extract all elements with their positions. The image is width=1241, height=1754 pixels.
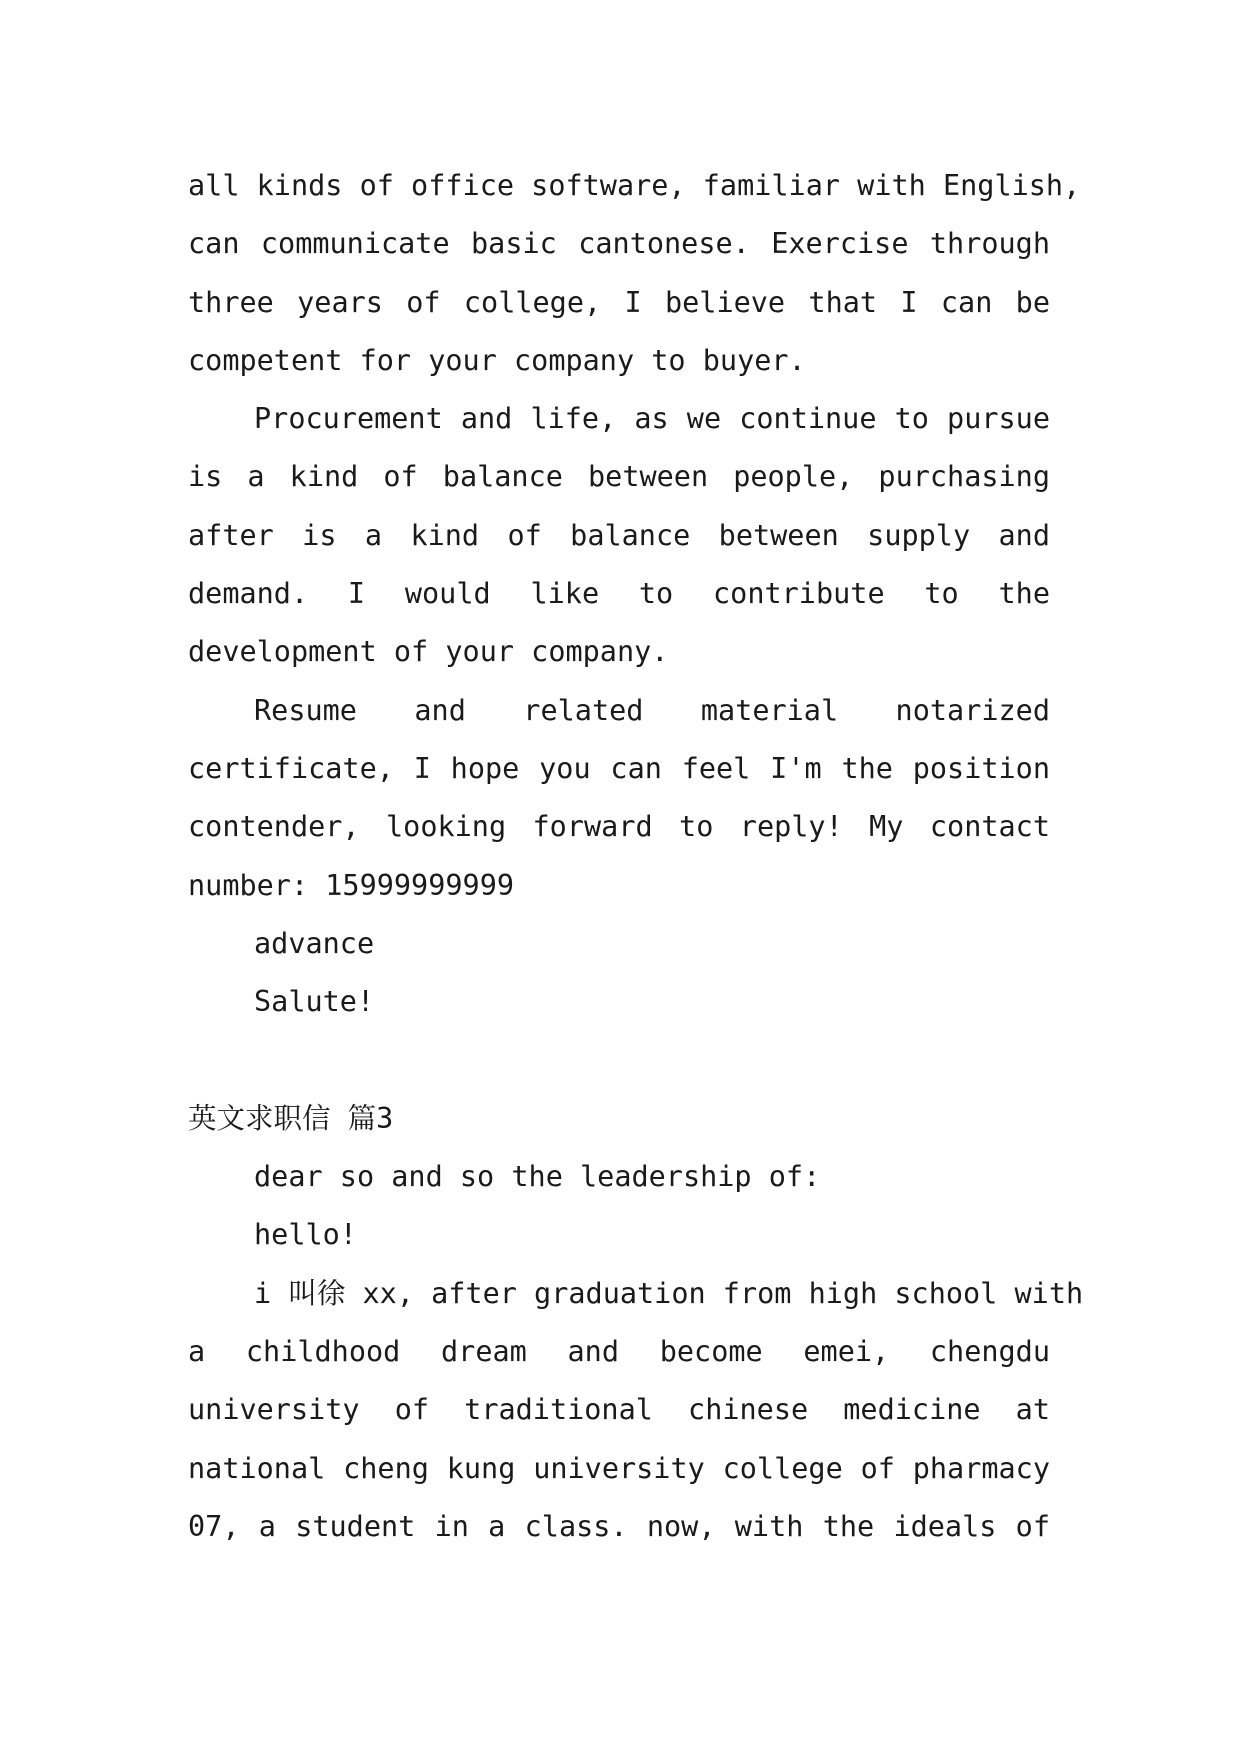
section-gap <box>188 1031 1050 1089</box>
text-line: development of your company. <box>188 635 669 669</box>
closing-salute: Salute! <box>254 985 375 1019</box>
text-line: can communicate basic cantonese. Exercise through <box>188 227 1050 261</box>
text-line: after is a kind of balance between supply and <box>188 518 1050 552</box>
text-line: certificate, I hope you can feel I'm the position <box>188 751 1050 785</box>
text-line: national cheng kung university college of pharmacy <box>188 1451 1050 1485</box>
paragraph-start-line: Resume and related material notarized <box>254 693 1050 727</box>
paragraph-start-line: i 叫徐 xx, after graduation from high school with <box>254 1276 1084 1310</box>
text-line: competent for your company to buyer. <box>188 343 806 377</box>
greeting-line: hello! <box>254 1218 357 1252</box>
closing-advance: advance <box>254 926 375 960</box>
text-line: three years of college, I believe that I can be <box>188 285 1050 319</box>
text-line: 07, a student in a class. now, with the ideals of <box>188 1509 1050 1543</box>
text-line: is a kind of balance between people, purchasing <box>188 460 1050 494</box>
text-line: a childhood dream and become emei, chengdu <box>188 1334 1050 1368</box>
text-line: contender, looking forward to reply! My contact <box>188 810 1050 844</box>
contact-number-line: number: 15999999999 <box>188 868 515 902</box>
text-line: demand. I would like to contribute to the <box>188 577 1050 611</box>
document-body <box>188 157 1084 1556</box>
section-heading: 英文求职信 篇3 <box>188 1101 394 1135</box>
paragraph-start-line: Procurement and life, as we continue to pursue <box>254 402 1050 436</box>
text-line: all kinds of office software, familiar with English, <box>188 169 1081 202</box>
salutation-line: dear so and so the leadership of: <box>254 1160 821 1194</box>
text-line: university of traditional chinese medicine at <box>188 1393 1050 1427</box>
